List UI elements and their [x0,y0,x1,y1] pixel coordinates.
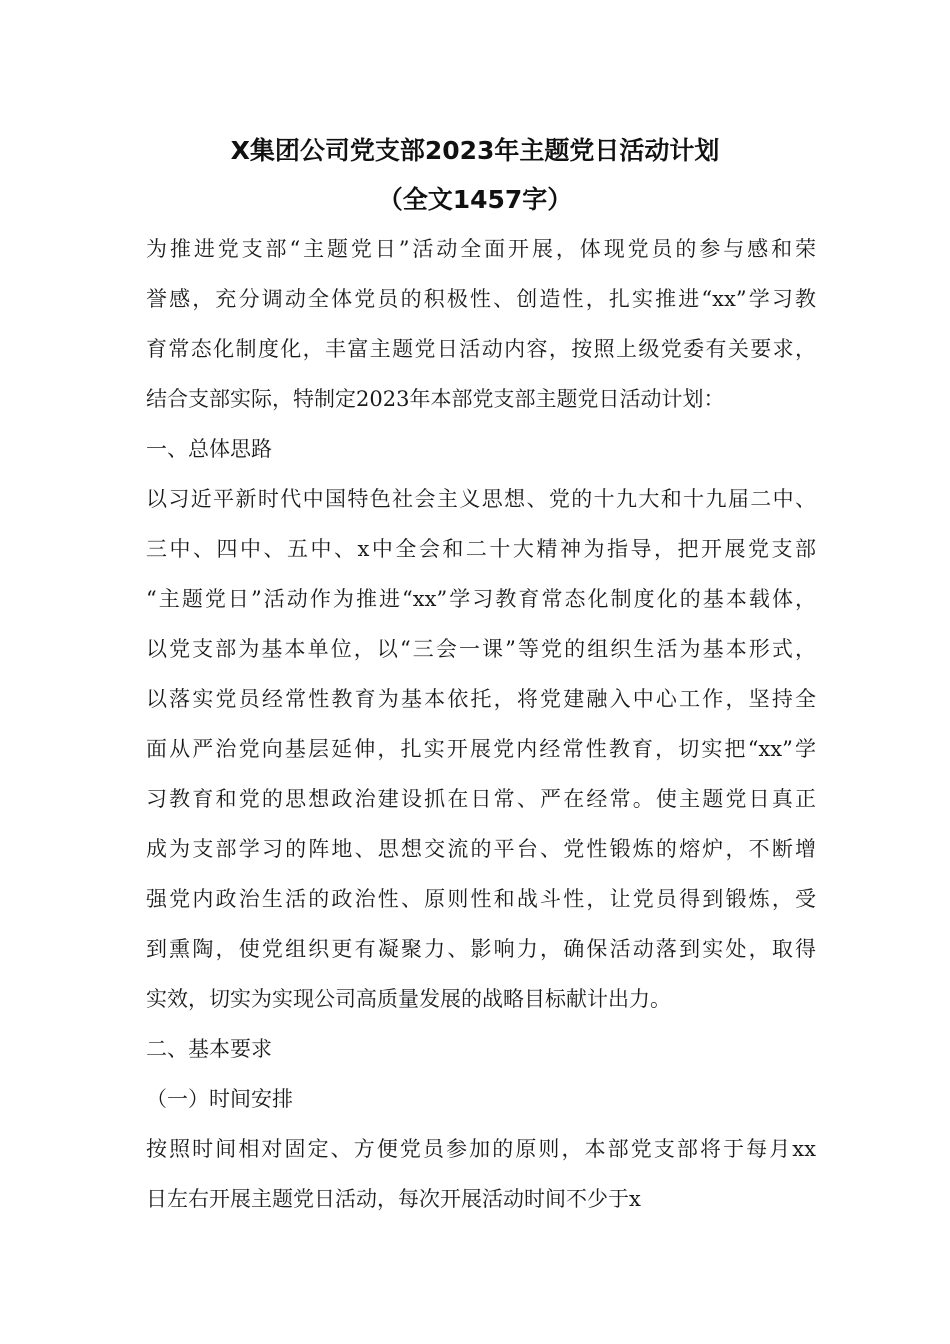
paragraph-line: 以习近平新时代中国特色社会主义思想、党的十九大和十九届二中、 [146,487,816,511]
section-heading: 一、总体思路 [146,437,272,461]
paragraph-line: 以党支部为基本单位，以“三会一课”等党的组织生活为基本形式， [146,637,816,661]
paragraph-line: 习教育和党的思想政治建设抓在日常、严在经常。使主题党日真正 [146,787,816,811]
paragraph-line: “主题党日”活动作为推进“xx”学习教育常态化制度化的基本载体， [146,587,816,611]
section-heading: 二、基本要求 [146,1037,272,1061]
paragraph-line: 为推进党支部“主题党日”活动全面开展，体现党员的参与感和荣 [146,237,816,261]
subsection-heading: （一）时间安排 [146,1087,293,1111]
paragraph-line: 到熏陶，使党组织更有凝聚力、影响力，确保活动落到实处，取得 [146,937,816,961]
paragraph-line: 育常态化制度化，丰富主题党日活动内容，按照上级党委有关要求， [146,337,816,361]
paragraph-line: 强党内政治生活的政治性、原则性和战斗性，让党员得到锻炼，受 [146,887,816,911]
paragraph-line: 实效，切实为实现公司高质量发展的战略目标献计出力。 [146,987,671,1011]
paragraph-line: 三中、四中、五中、x中全会和二十大精神为指导，把开展党支部 [146,537,816,561]
paragraph-line: 成为支部学习的阵地、思想交流的平台、党性锻炼的熔炉，不断增 [146,837,816,861]
document-subtitle: （全文1457字） [377,185,573,214]
paragraph-line: 按照时间相对固定、方便党员参加的原则，本部党支部将于每月xx [146,1137,816,1161]
paragraph-line: 誉感，充分调动全体党员的积极性、创造性，扎实推进“xx”学习教 [146,287,816,311]
document-title: X集团公司党支部2023年主题党日活动计划 [230,136,720,165]
paragraph-line: 以落实党员经常性教育为基本依托，将党建融入中心工作，坚持全 [146,687,816,711]
paragraph-line: 面从严治党向基层延伸，扎实开展党内经常性教育，切实把“xx”学 [146,737,816,761]
paragraph-line: 结合支部实际，特制定2023年本部党支部主题党日活动计划： [146,387,725,411]
paragraph-line: 日左右开展主题党日活动，每次开展活动时间不少于x [146,1187,641,1211]
